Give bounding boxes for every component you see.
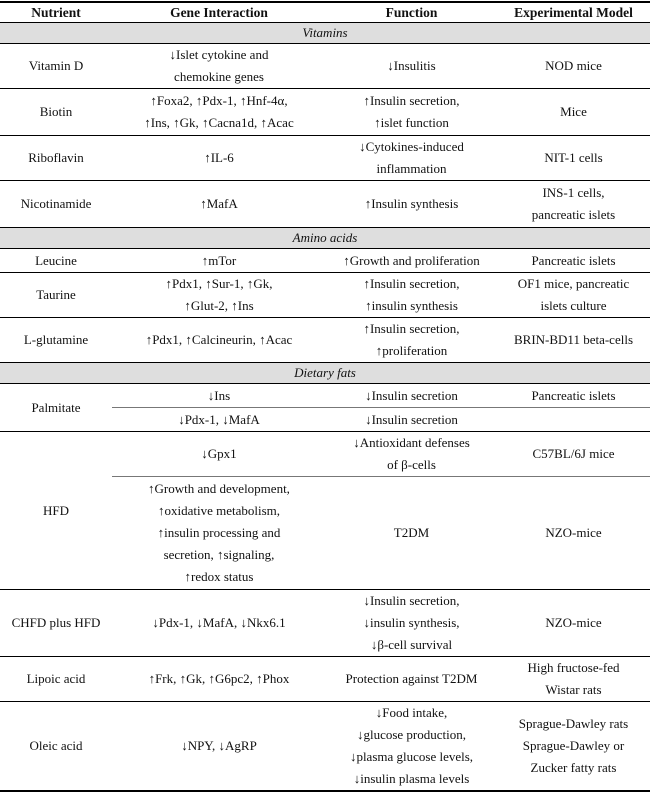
nutrient-cell: Leucine [0, 249, 112, 273]
model-cell [497, 408, 650, 432]
gene-cell: ↓Gpx1 [112, 432, 326, 477]
nutrient-cell: Riboflavin [0, 136, 112, 181]
nutrient-gene-table [0, 1, 650, 792]
nutrient-cell: Nicotinamide [0, 181, 112, 228]
model-cell: Pancreatic islets [497, 384, 650, 408]
nutrient-cell: L-glutamine [0, 318, 112, 363]
section-row-dietary-fats [0, 363, 650, 384]
function-cell: ↑Insulin secretion, ↑proliferation [326, 318, 497, 363]
gene-cell: ↑Frk, ↑Gk, ↑G6pc2, ↑Phox [112, 657, 326, 702]
table-row-l-glutamine [0, 318, 650, 363]
function-cell: ↑Insulin secretion, ↑insulin synthesis [326, 273, 497, 318]
gene-cell: ↓Islet cytokine and chemokine genes [112, 44, 326, 89]
function-cell: ↑Growth and proliferation [326, 249, 497, 273]
table-row-palmitate-a [0, 384, 650, 408]
gene-cell: ↑Pdx1, ↑Calcineurin, ↑Acac [112, 318, 326, 363]
section-row-vitamins [0, 23, 650, 44]
table-row-vitamin-d [0, 44, 650, 89]
model-cell: C57BL/6J mice [497, 432, 650, 477]
model-cell: NZO-mice [497, 590, 650, 657]
table-row-hfd-a [0, 432, 650, 477]
header-nutrient: Nutrient [0, 2, 112, 23]
gene-cell: ↑IL-6 [112, 136, 326, 181]
nutrient-cell: CHFD plus HFD [0, 590, 112, 657]
model-cell: BRIN-BD11 beta-cells [497, 318, 650, 363]
table-row-oleic-acid [0, 702, 650, 792]
gene-cell: ↑Foxa2, ↑Pdx-1, ↑Hnf-4α, ↑Ins, ↑Gk, ↑Cacna1d, ↑Acac [112, 89, 326, 136]
gene-cell: ↑MafA [112, 181, 326, 228]
function-cell: T2DM [326, 477, 497, 590]
gene-cell: ↓Pdx-1, ↓MafA, ↓Nkx6.1 [112, 590, 326, 657]
header-experimental-model: Experimental Model [497, 2, 650, 23]
header-gene-interaction: Gene Interaction [112, 2, 326, 23]
header-row [0, 2, 650, 23]
section-row-amino-acids [0, 228, 650, 249]
table-row-chfd-plus-hfd [0, 590, 650, 657]
header-function: Function [326, 2, 497, 23]
section-label: Dietary fats [0, 363, 650, 384]
model-cell: Sprague-Dawley rats Sprague-Dawley or Zucker fatty rats [497, 702, 650, 792]
model-cell: Mice [497, 89, 650, 136]
function-cell: ↑Insulin secretion, ↑islet function [326, 89, 497, 136]
table-row-biotin [0, 89, 650, 136]
model-cell: Pancreatic islets [497, 249, 650, 273]
function-cell: ↓Insulin secretion [326, 384, 497, 408]
model-cell: NIT-1 cells [497, 136, 650, 181]
table-row-leucine [0, 249, 650, 273]
table-row-taurine [0, 273, 650, 318]
function-cell: ↑Insulin synthesis [326, 181, 497, 228]
table-row-lipoic-acid [0, 657, 650, 702]
gene-cell: ↑Growth and development, ↑oxidative metabolism, ↑insulin processing and secretion, ↑signaling, ↑redox status [112, 477, 326, 590]
model-cell: NZO-mice [497, 477, 650, 590]
nutrient-cell: Biotin [0, 89, 112, 136]
gene-cell: ↓Pdx-1, ↓MafA [112, 408, 326, 432]
table-row-riboflavin [0, 136, 650, 181]
function-cell: ↓Insulin secretion, ↓insulin synthesis, ↓β-cell survival [326, 590, 497, 657]
function-cell: ↓Cytokines-induced inflammation [326, 136, 497, 181]
nutrient-cell: Palmitate [0, 384, 112, 432]
model-cell: OF1 mice, pancreatic islets culture [497, 273, 650, 318]
nutrient-cell: HFD [0, 432, 112, 590]
function-cell: ↓Insulitis [326, 44, 497, 89]
function-cell: ↓Food intake, ↓glucose production, ↓plasma glucose levels, ↓insulin plasma levels [326, 702, 497, 792]
gene-cell: ↓Ins [112, 384, 326, 408]
nutrient-cell: Vitamin D [0, 44, 112, 89]
gene-cell: ↓NPY, ↓AgRP [112, 702, 326, 792]
nutrient-cell: Lipoic acid [0, 657, 112, 702]
gene-cell: ↑Pdx1, ↑Sur-1, ↑Gk, ↑Glut-2, ↑Ins [112, 273, 326, 318]
gene-cell: ↑mTor [112, 249, 326, 273]
function-cell: Protection against T2DM [326, 657, 497, 702]
table-row-nicotinamide [0, 181, 650, 228]
section-label: Vitamins [0, 23, 650, 44]
model-cell: High fructose-fed Wistar rats [497, 657, 650, 702]
function-cell: ↓Antioxidant defenses of β-cells [326, 432, 497, 477]
nutrient-cell: Oleic acid [0, 702, 112, 792]
nutrient-cell: Taurine [0, 273, 112, 318]
model-cell: NOD mice [497, 44, 650, 89]
section-label: Amino acids [0, 228, 650, 249]
function-cell: ↓Insulin secretion [326, 408, 497, 432]
model-cell: INS-1 cells, pancreatic islets [497, 181, 650, 228]
